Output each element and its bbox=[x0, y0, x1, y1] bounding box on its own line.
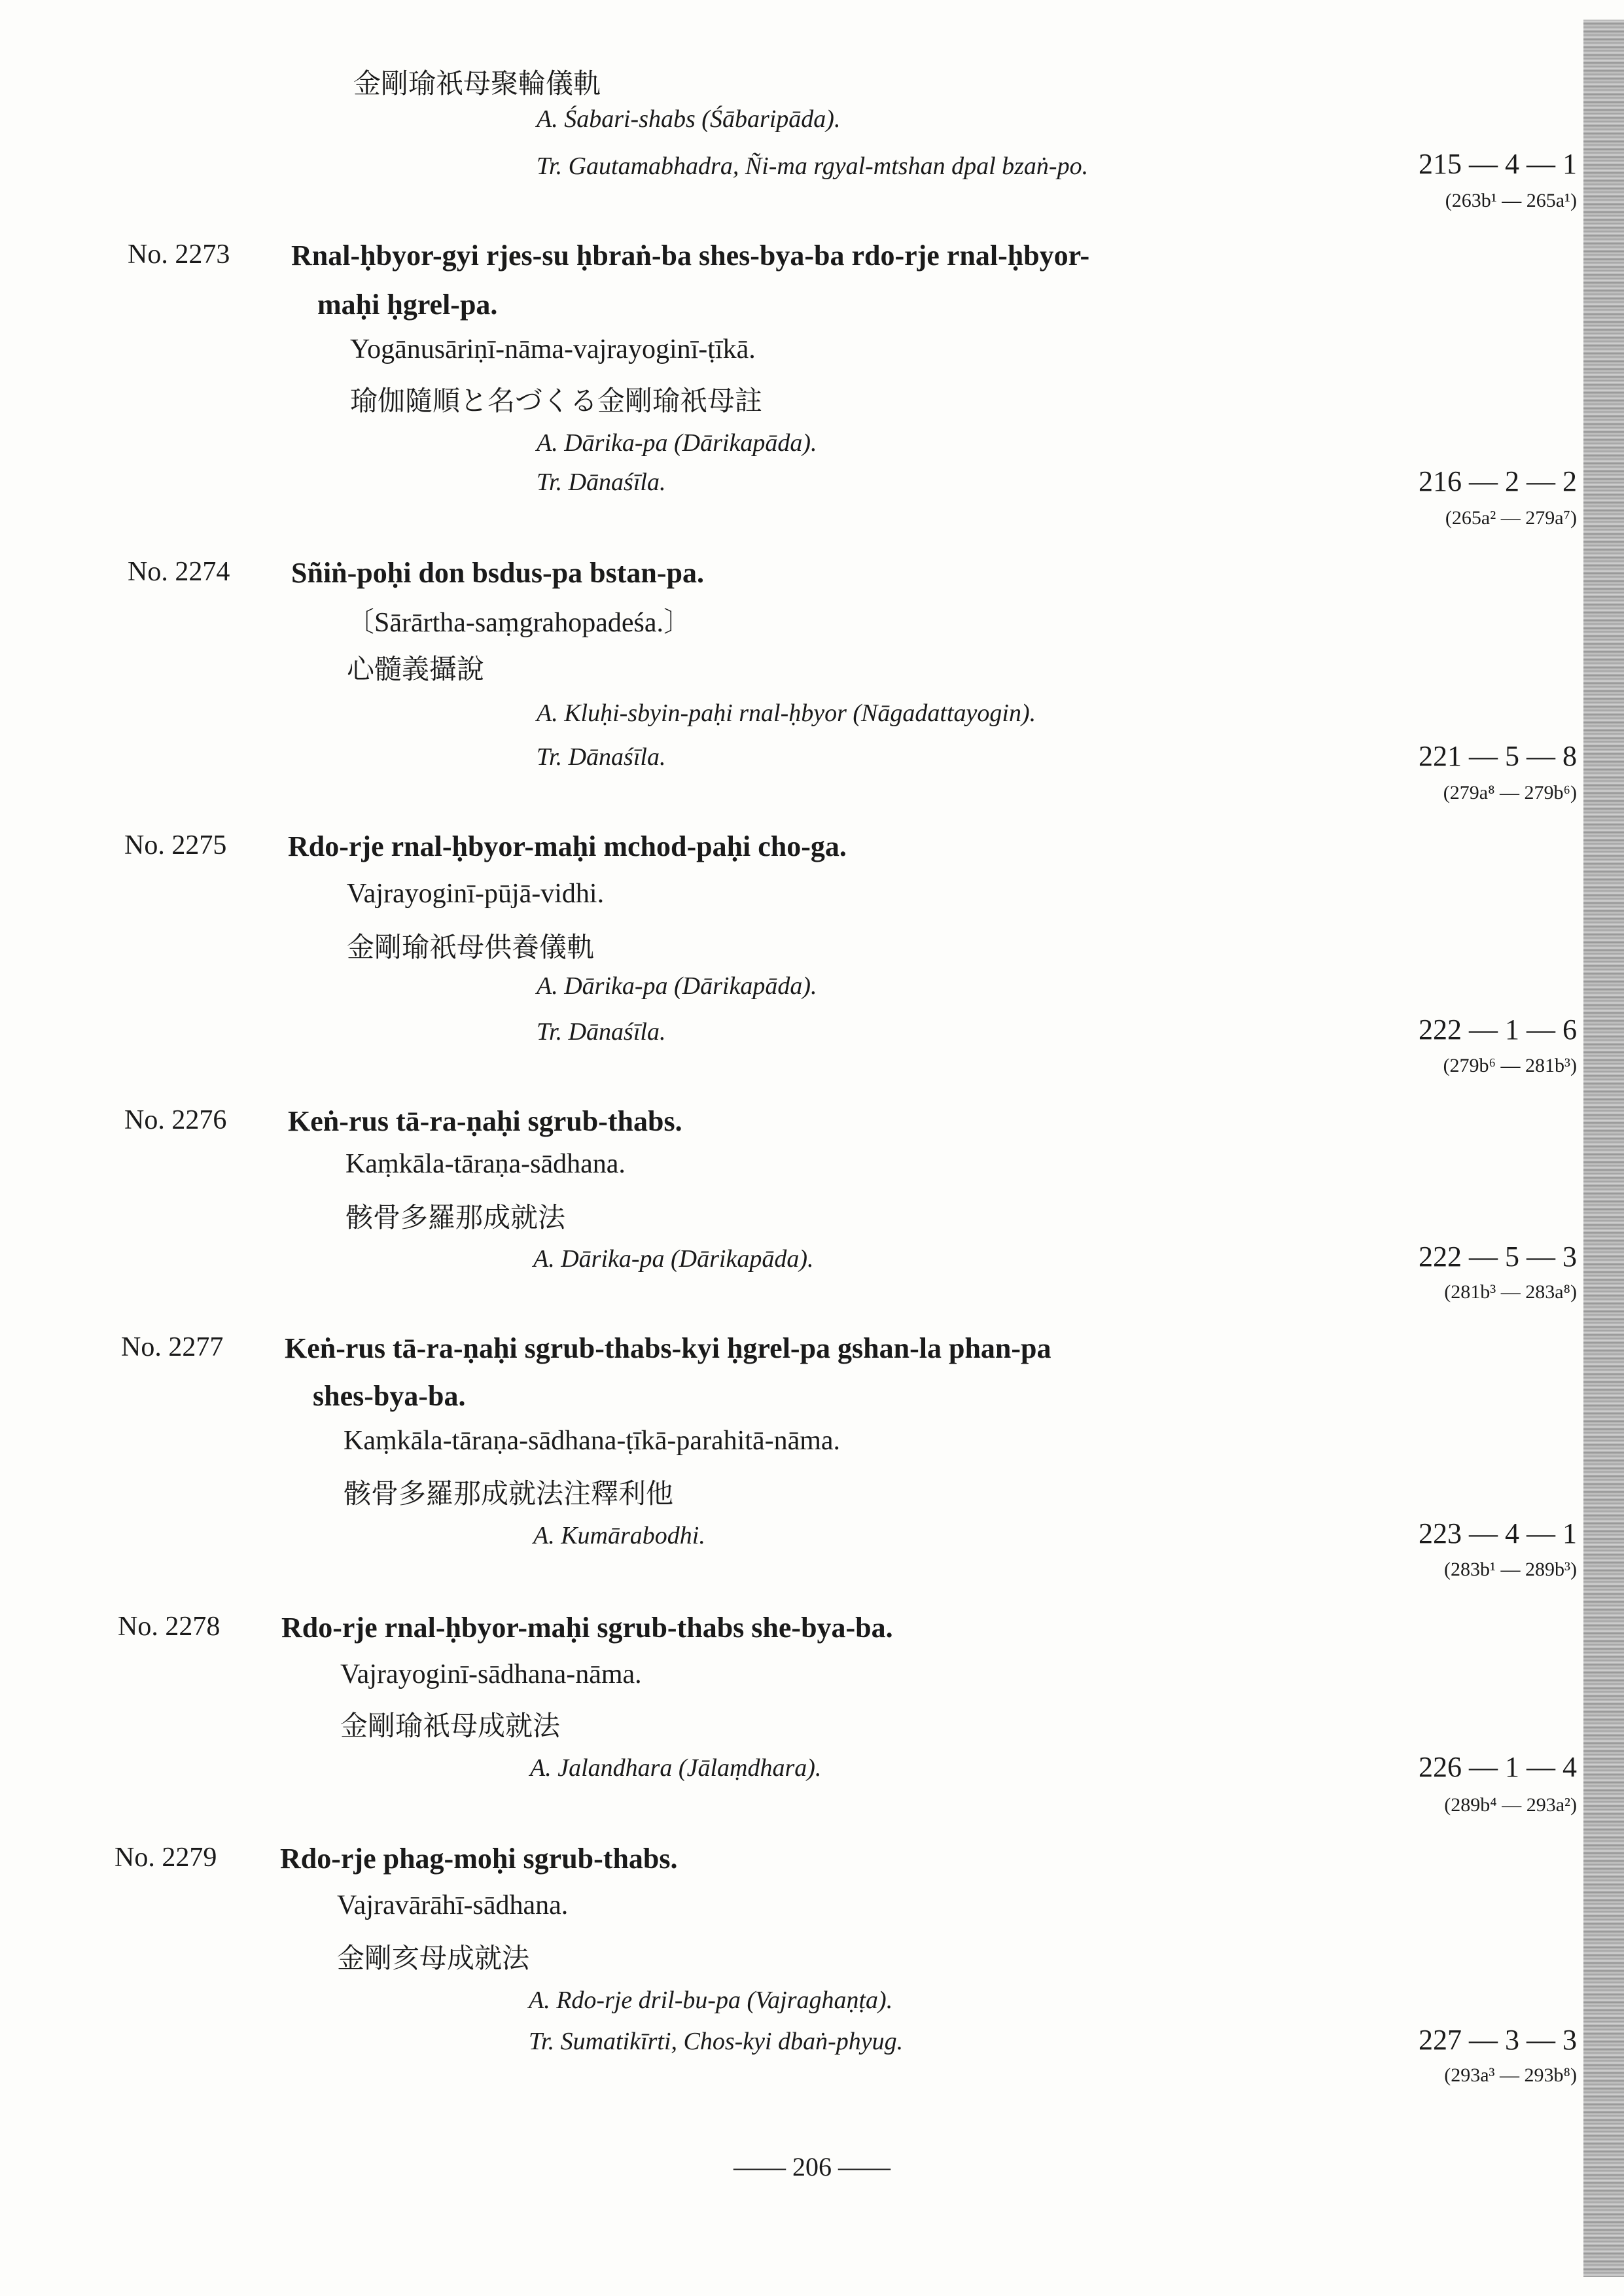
entry-chinese: 骸骨多羅那成就法 bbox=[345, 1201, 566, 1233]
entry-ref: 226 — 1 — 4 bbox=[1419, 1751, 1577, 1783]
lead-folio: (263b¹ — 265a¹) bbox=[1445, 190, 1577, 211]
entry-translator: Tr. Dānaśīla. bbox=[537, 743, 666, 771]
entry-ref: 227 — 3 — 3 bbox=[1419, 2024, 1577, 2056]
entry-number: No. 2276 bbox=[124, 1105, 227, 1135]
entry-author: A. Rdo-rje dril-bu-pa (Vajraghaṇṭa). bbox=[529, 1987, 893, 2014]
entry-ref: 223 — 4 — 1 bbox=[1419, 1517, 1577, 1549]
entry-author: A. Jalandhara (Jālaṃdhara). bbox=[530, 1754, 822, 1782]
entry-folio: (279b⁶ — 281b³) bbox=[1443, 1055, 1577, 1076]
entry-title-continued: shes-bya-ba. bbox=[313, 1380, 466, 1412]
entry-folio: (283b¹ — 289b³) bbox=[1444, 1559, 1577, 1580]
entry-title: Rnal-ḥbyor-gyi rjes-su ḥbraṅ-ba shes-bya-ba rdo-rje rnal-ḥbyor- bbox=[291, 239, 1090, 272]
entry-ref: 222 — 5 — 3 bbox=[1419, 1241, 1577, 1273]
entry-author: A. Dārika-pa (Dārikapāda). bbox=[537, 429, 817, 457]
entry-ref: 216 — 2 — 2 bbox=[1419, 465, 1577, 497]
entry-ref: 221 — 5 — 8 bbox=[1419, 740, 1577, 772]
lead-ref: 215 — 4 — 1 bbox=[1419, 148, 1577, 180]
entry-folio: (265a² — 279a⁷) bbox=[1445, 507, 1577, 529]
entry-author: A. Dārika-pa (Dārikapāda). bbox=[533, 1245, 814, 1273]
entry-folio: (289b⁴ — 293a²) bbox=[1444, 1794, 1577, 1816]
entry-title: Rdo-rje rnal-ḥbyor-maḥi mchod-paḥi cho-ga. bbox=[288, 830, 847, 862]
entry-sanskrit: Kaṃkāla-tāraṇa-sādhana. bbox=[345, 1149, 626, 1179]
entry-chinese: 金剛亥母成就法 bbox=[337, 1942, 530, 1974]
entry-translator: Tr. Sumatikīrti, Chos-kyi dbaṅ-phyug. bbox=[529, 2028, 904, 2055]
entry-folio: (281b³ — 283a⁸) bbox=[1444, 1281, 1577, 1303]
entry-number: No. 2274 bbox=[128, 557, 230, 587]
entry-folio: (279a⁸ — 279b⁶) bbox=[1443, 782, 1577, 804]
entry-sanskrit: Kaṃkāla-tāraṇa-sādhana-ṭīkā-parahitā-nāma. bbox=[344, 1426, 841, 1456]
entry-translator: Tr. Dānaśīla. bbox=[537, 1018, 666, 1046]
entry-title: Keṅ-rus tā-ra-ṇaḥi sgrub-thabs-kyi ḥgrel-pa gshan-la phan-pa bbox=[285, 1332, 1051, 1364]
entry-number: No. 2279 bbox=[115, 1843, 217, 1873]
scanned-page-edge bbox=[1583, 20, 1624, 2277]
page-number: —— 206 —— bbox=[733, 2152, 891, 2181]
entry-chinese: 心髓義攝說 bbox=[347, 653, 485, 685]
lead-chinese-title: 金剛瑜祇母聚輪儀軌 bbox=[353, 67, 601, 99]
entry-sanskrit: 〔Sārārtha-saṃgrahopadeśa.〕 bbox=[347, 608, 691, 638]
entry-author: A. Kluḥi-sbyin-paḥi rnal-ḥbyor (Nāgadattayogin). bbox=[537, 699, 1036, 727]
entry-translator: Tr. Dānaśīla. bbox=[537, 468, 666, 496]
entry-chinese: 金剛瑜祇母供養儀軌 bbox=[347, 931, 595, 963]
entry-folio: (293a³ — 293b⁸) bbox=[1444, 2064, 1577, 2086]
entry-number: No. 2275 bbox=[124, 830, 227, 860]
entry-sanskrit: Vajrayoginī-pūjā-vidhi. bbox=[347, 879, 605, 909]
entry-author: A. Kumārabodhi. bbox=[533, 1522, 705, 1549]
entry-number: No. 2277 bbox=[121, 1332, 224, 1362]
entry-ref: 222 — 1 — 6 bbox=[1419, 1014, 1577, 1046]
entry-number: No. 2273 bbox=[128, 239, 230, 270]
entry-title: Keṅ-rus tā-ra-ṇaḥi sgrub-thabs. bbox=[288, 1105, 682, 1137]
entry-sanskrit: Yogānusāriṇī-nāma-vajrayoginī-ṭīkā. bbox=[350, 334, 756, 364]
entry-chinese: 金剛瑜祇母成就法 bbox=[340, 1710, 561, 1742]
lead-author: A. Śabari-shabs (Śābaripāda). bbox=[537, 105, 841, 133]
entry-title-continued: maḥi ḥgrel-pa. bbox=[317, 289, 498, 321]
entry-number: No. 2278 bbox=[118, 1612, 221, 1642]
entry-chinese: 瑜伽隨順と名づくる金剛瑜祇母註 bbox=[350, 385, 763, 417]
entry-chinese: 骸骨多羅那成就法注釋利他 bbox=[344, 1477, 674, 1510]
entry-sanskrit: Vajrayoginī-sādhana-nāma. bbox=[340, 1659, 642, 1689]
lead-translator: Tr. Gautamabhadra, Ñi-ma rgyal-mtshan dpal bzaṅ-po. bbox=[537, 152, 1089, 180]
entry-sanskrit: Vajravārāhī-sādhana. bbox=[337, 1890, 569, 1920]
entry-title: Rdo-rje rnal-ḥbyor-maḥi sgrub-thabs she-bya-ba. bbox=[281, 1612, 893, 1644]
entry-author: A. Dārika-pa (Dārikapāda). bbox=[537, 972, 817, 1000]
entry-title: Sñiṅ-poḥi don bsdus-pa bstan-pa. bbox=[291, 557, 705, 589]
entry-title: Rdo-rje phag-moḥi sgrub-thabs. bbox=[280, 1843, 678, 1875]
